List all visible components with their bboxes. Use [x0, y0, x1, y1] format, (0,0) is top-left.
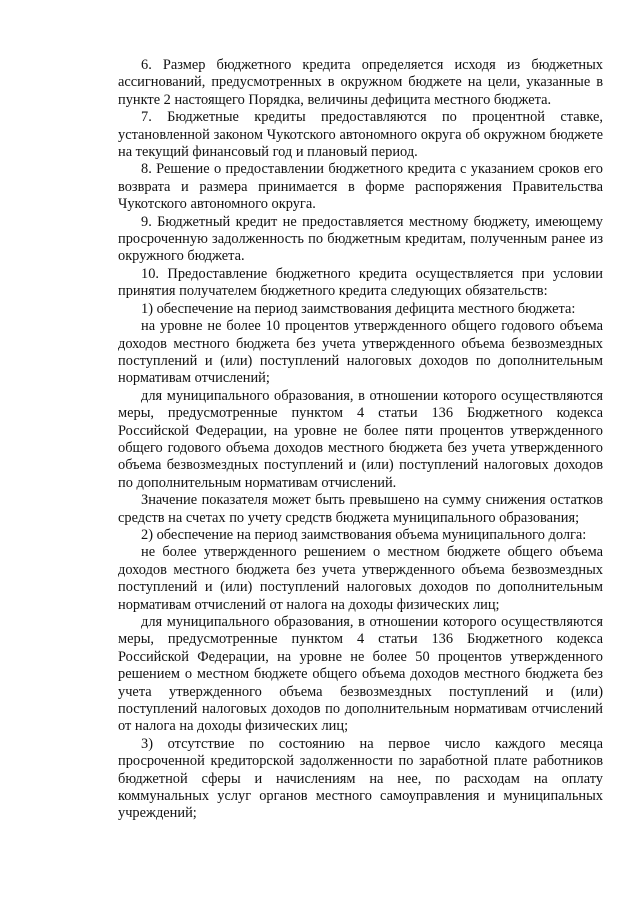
paragraph-7-interest-rate: 7. Бюджетные кредиты предоставляются по процентной ставке, установленной законом Чукотского автономного округа об окружном бюджете на текущий финансовый год и плановый период. [118, 109, 603, 161]
obligation-3-no-arrears: 3) отсутствие по состоянию на первое число каждого месяца просроченной кредиторской задолженности по заработной плате работников бюджетной сферы и начислениям на нее, по расходам на оплату коммунальных услуг органов местного самоуправления и муниципальных учреждений; [118, 735, 603, 822]
paragraph-6-loan-size: 6. Размер бюджетного кредита определяется исходя из бюджетных ассигнований, предусмотренных в окружном бюджете на цели, указанные в пункте 2 настоящего Порядка, величины дефицита местного бюджета. [118, 57, 603, 108]
obligation-1-deficit: 1) обеспечение на период заимствования дефицита местного бюджета: [141, 300, 576, 317]
paragraph-8-decision: 8. Решение о предоставлении бюджетного кредита с указанием сроков его возврата и размера принимается в форме распоряжения Правительства Чукотского автономного округа. [118, 161, 603, 213]
obligation-2-municipal-debt: 2) обеспечение на период заимствования объема муниципального долга: [141, 526, 587, 543]
paragraph-9-overdue-debt: 9. Бюджетный кредит не предоставляется местному бюджету, имеющему просроченную задолженность по бюджетным кредитам, полученным ранее из окружного бюджета. [118, 213, 603, 265]
obligation-2-debt-level: не более утвержденного решением о местном бюджете общего объема доходов местного бюджета без учета утвержденного объема безвозмездных поступлений и (или) поступлений налоговых доходов по дополнительным нормативам отчислений от налога на доходы физических лиц; [118, 544, 603, 613]
paragraph-10-obligations: 10. Предоставление бюджетного кредита осуществляется при условии принятия получателем бюджетного кредита следующих обязательств: [118, 265, 603, 300]
obligation-1-indicator-note: Значение показателя может быть превышено на сумму снижения остатков средств на счетах по учету средств бюджета муниципального образования; [118, 492, 603, 526]
obligation-1-deficit-level: на уровне не более 10 процентов утвержденного общего годового объема доходов местного бюджета без учета утвержденного объема безвозмездных поступлений и (или) поступлений налоговых доходов по дополнительным нормативам отчислений; [118, 318, 603, 387]
obligation-2-debt-special-case: для муниципального образования, в отношении которого осуществляются меры, предусмотренные пунктом 4 статьи 136 Бюджетного кодекса Российской Федерации, на уровне не более 50 процентов утвержденного решением о местном бюджете общего объема доходов местного бюджета без учета утвержденного объема безвозмездных поступлений и (или) поступлений налоговых доходов по дополнительным нормативам отчислений от налога на доходы физических лиц; [118, 614, 603, 735]
obligation-1-deficit-special-case: для муниципального образования, в отношении которого осуществляются меры, предусмотренные пунктом 4 статьи 136 Бюджетного кодекса Российской Федерации, на уровне не более пяти процентов утвержденного общего годового объема доходов местного бюджета без учета утвержденного объема безвозмездных поступлений и (или) поступлений налоговых доходов по дополнительным нормативам отчислений. [118, 387, 603, 491]
